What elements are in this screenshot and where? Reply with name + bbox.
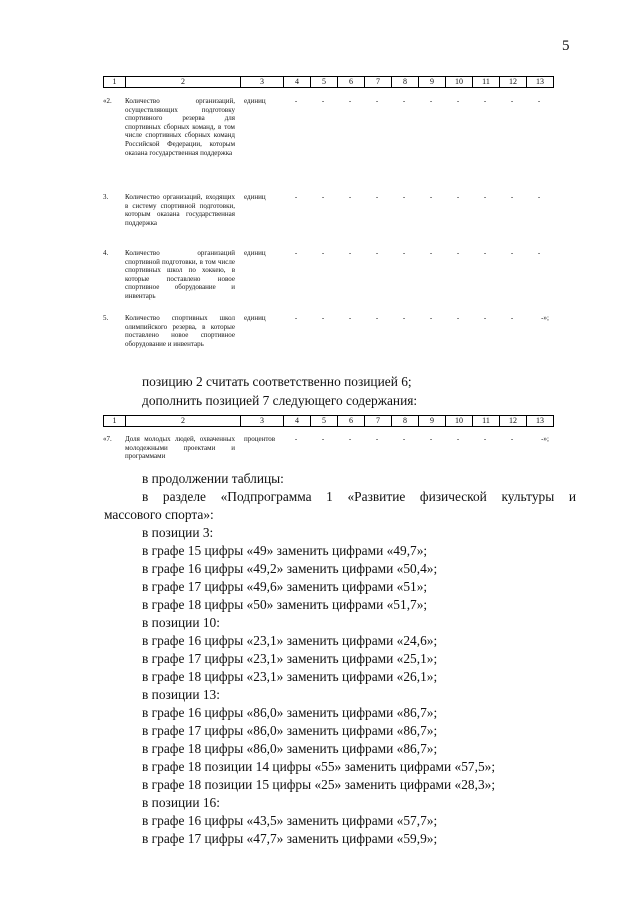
header-cell: 7 bbox=[365, 416, 392, 427]
row-value: - bbox=[375, 435, 379, 443]
text-line: в графе 18 позиции 15 цифры «25» заменить цифрами «28,3»; bbox=[142, 777, 496, 792]
text-line: в графе 15 цифры «49» заменить цифрами «49,7»; bbox=[142, 543, 428, 558]
row-value: - bbox=[456, 97, 460, 105]
header-cell: 11 bbox=[473, 416, 500, 427]
text-line: в позиции 10: bbox=[142, 615, 220, 630]
header-cell: 11 bbox=[473, 77, 500, 88]
header-cell: 1 bbox=[104, 416, 126, 427]
text-line: в разделе «Подпрограмма 1 «Развитие физической культуры и bbox=[142, 489, 576, 504]
row-name: Доля молодых людей, охваченных молодежными проектами и программами bbox=[125, 435, 235, 461]
row-value: - bbox=[429, 249, 433, 257]
text-line: в графе 16 цифры «23,1» заменить цифрами «24,6»; bbox=[142, 633, 438, 648]
row-unit: единиц bbox=[244, 97, 266, 105]
text-line: в графе 17 цифры «23,1» заменить цифрами «25,1»; bbox=[142, 651, 438, 666]
text-line: в позиции 13: bbox=[142, 687, 220, 702]
row-value: - bbox=[483, 249, 487, 257]
row-value: - bbox=[429, 314, 433, 322]
header-cell: 5 bbox=[311, 77, 338, 88]
row-unit: процентов bbox=[244, 435, 276, 443]
header-cell: 7 bbox=[365, 77, 392, 88]
row-value: - bbox=[348, 249, 352, 257]
row-name: Количество спортивных школ олимпийского резерва, в которые поставлено новое спортивное оборудование и инвентарь bbox=[125, 314, 235, 348]
row-number: 5. bbox=[103, 314, 109, 322]
text-line: в графе 18 позиции 14 цифры «55» заменить цифрами «57,5»; bbox=[142, 759, 496, 774]
header-cell: 6 bbox=[338, 77, 365, 88]
table1-header bbox=[103, 76, 554, 88]
row-unit: единиц bbox=[244, 193, 266, 201]
header-cell: 4 bbox=[284, 416, 311, 427]
header-cell: 10 bbox=[446, 77, 473, 88]
text-line: в графе 18 цифры «86,0» заменить цифрами «86,7»; bbox=[142, 741, 438, 756]
row-value: - bbox=[294, 314, 298, 322]
row-number: 3. bbox=[103, 193, 109, 201]
row-name: Количество организаций, осуществляющих подготовку спортивного резерва для спортивных сборных команд, в том числе спортивных сборных команд Российской Федерации, которым оказана государственная поддержка bbox=[125, 97, 235, 157]
row-value: - bbox=[429, 435, 433, 443]
text-line: в позиции 16: bbox=[142, 795, 220, 810]
row-value: - bbox=[483, 97, 487, 105]
row-unit: единиц bbox=[244, 249, 266, 257]
row-value: - bbox=[483, 435, 487, 443]
header-cell: 8 bbox=[392, 77, 419, 88]
text-line: в графе 18 цифры «23,1» заменить цифрами «26,1»; bbox=[142, 669, 438, 684]
row-value: - bbox=[510, 435, 514, 443]
row-value: - bbox=[348, 97, 352, 105]
row-value: - bbox=[537, 193, 541, 201]
row-value: - bbox=[294, 193, 298, 201]
row-value: - bbox=[321, 193, 325, 201]
header-cell: 6 bbox=[338, 416, 365, 427]
row-value: - bbox=[483, 314, 487, 322]
row-value: - bbox=[294, 249, 298, 257]
text-line: в графе 16 цифры «86,0» заменить цифрами «86,7»; bbox=[142, 705, 438, 720]
row-value: - bbox=[348, 193, 352, 201]
row-value: - bbox=[483, 193, 487, 201]
row-name: Количество организаций, входящих в систему спортивной подготовки, которым оказана государственная поддержка bbox=[125, 193, 235, 227]
row-number: 4. bbox=[103, 249, 109, 257]
row-value: - bbox=[321, 314, 325, 322]
header-cell: 12 bbox=[500, 416, 527, 427]
text-line: в графе 17 цифры «49,6» заменить цифрами «51»; bbox=[142, 579, 428, 594]
text-line: в графе 16 цифры «49,2» заменить цифрами «50,4»; bbox=[142, 561, 438, 576]
row-value: - bbox=[402, 97, 406, 105]
row-value: -»; bbox=[541, 435, 549, 443]
row-value: - bbox=[321, 435, 325, 443]
row-value: - bbox=[510, 193, 514, 201]
row-value: - bbox=[510, 314, 514, 322]
text-line: дополнить позицией 7 следующего содержания: bbox=[142, 393, 418, 408]
text-line: в продолжении таблицы: bbox=[142, 471, 284, 486]
row-value: - bbox=[402, 193, 406, 201]
header-cell: 8 bbox=[392, 416, 419, 427]
row-value: - bbox=[402, 314, 406, 322]
row-value: - bbox=[321, 97, 325, 105]
row-value: - bbox=[402, 249, 406, 257]
text-line: в графе 17 цифры «86,0» заменить цифрами «86,7»; bbox=[142, 723, 438, 738]
header-cell: 10 bbox=[446, 416, 473, 427]
row-value: - bbox=[375, 193, 379, 201]
row-value: - bbox=[375, 314, 379, 322]
header-cell: 3 bbox=[241, 77, 284, 88]
row-number: «2. bbox=[103, 97, 112, 105]
row-value: - bbox=[456, 249, 460, 257]
row-value: - bbox=[510, 97, 514, 105]
header-cell: 2 bbox=[126, 77, 241, 88]
header-cell: 13 bbox=[527, 77, 554, 88]
text-line: в графе 17 цифры «47,7» заменить цифрами «59,9»; bbox=[142, 831, 438, 846]
row-value: - bbox=[375, 249, 379, 257]
row-value: - bbox=[348, 314, 352, 322]
row-value: - bbox=[456, 314, 460, 322]
row-value: - bbox=[429, 193, 433, 201]
header-cell: 9 bbox=[419, 416, 446, 427]
row-value: - bbox=[348, 435, 352, 443]
header-cell: 12 bbox=[500, 77, 527, 88]
header-cell: 4 bbox=[284, 77, 311, 88]
row-value: - bbox=[321, 249, 325, 257]
text-line: массового спорта»: bbox=[104, 507, 214, 522]
row-value: - bbox=[456, 435, 460, 443]
header-cell: 1 bbox=[104, 77, 126, 88]
row-name: Количество организаций спортивной подготовки, в том числе спортивных школ по хоккею, в которые поставлено новое спортивное оборудование и инвентарь bbox=[125, 249, 235, 300]
row-value: - bbox=[510, 249, 514, 257]
text-line: в графе 18 цифры «50» заменить цифрами «51,7»; bbox=[142, 597, 428, 612]
row-number: «7. bbox=[103, 435, 112, 443]
text-line: позицию 2 считать соответственно позицией 6; bbox=[142, 374, 412, 389]
row-value: - bbox=[429, 97, 433, 105]
header-cell: 9 bbox=[419, 77, 446, 88]
text-line: в графе 16 цифры «43,5» заменить цифрами «57,7»; bbox=[142, 813, 438, 828]
row-value: -»; bbox=[541, 314, 549, 322]
row-value: - bbox=[294, 435, 298, 443]
text-line: в позиции 3: bbox=[142, 525, 214, 540]
page-number: 5 bbox=[562, 38, 570, 54]
header-cell: 3 bbox=[241, 416, 284, 427]
header-cell: 5 bbox=[311, 416, 338, 427]
row-value: - bbox=[537, 97, 541, 105]
row-value: - bbox=[537, 249, 541, 257]
row-value: - bbox=[375, 97, 379, 105]
row-unit: единиц bbox=[244, 314, 266, 322]
row-value: - bbox=[294, 97, 298, 105]
table2-header bbox=[103, 415, 554, 427]
row-value: - bbox=[456, 193, 460, 201]
header-cell: 13 bbox=[527, 416, 554, 427]
header-cell: 2 bbox=[126, 416, 241, 427]
row-value: - bbox=[402, 435, 406, 443]
